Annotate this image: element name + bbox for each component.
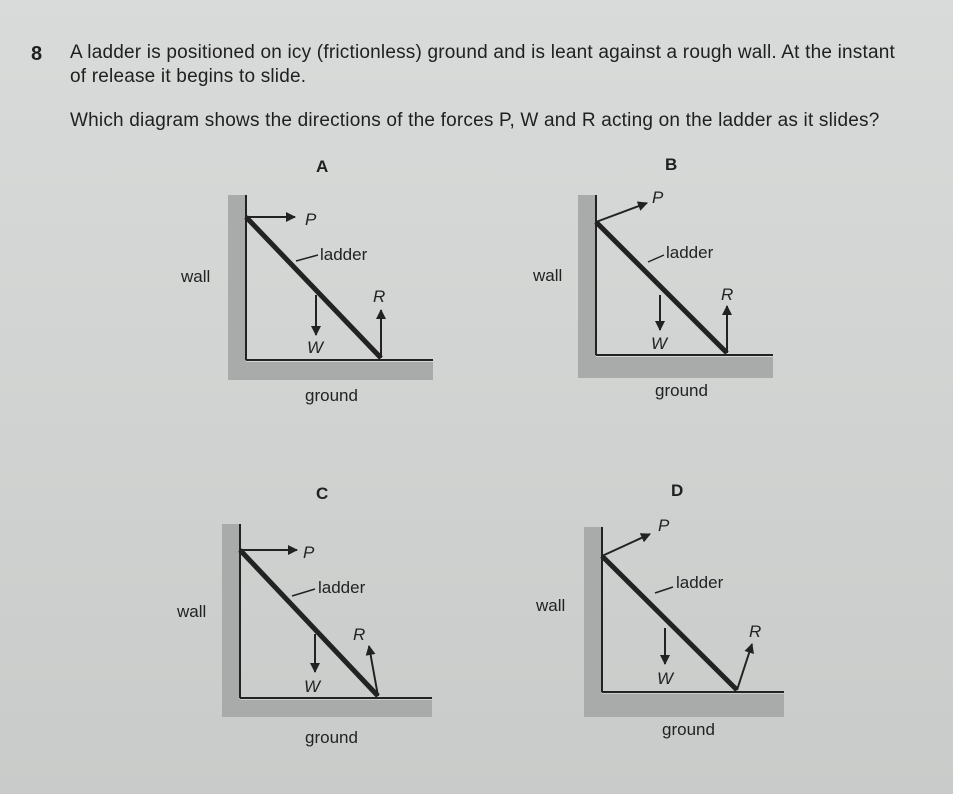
force-p-arrow <box>602 534 650 556</box>
option-letter-d: D <box>671 481 684 500</box>
force-r-arrow <box>737 644 752 690</box>
question-text-line-2: of release it begins to slide. <box>70 66 307 87</box>
wall-label: wall <box>533 266 563 285</box>
wall-label: wall <box>181 267 211 286</box>
force-p-label: P <box>652 188 664 207</box>
ladder-pointer <box>655 587 673 593</box>
ground-shading <box>578 357 773 378</box>
force-w-label: W <box>307 338 324 357</box>
wall-shading <box>584 527 602 717</box>
ground-label: ground <box>662 720 715 739</box>
force-p-label: P <box>658 516 670 535</box>
diagram-c <box>176 524 432 747</box>
option-letter-a: A <box>316 157 329 176</box>
question-text-line-3: Which diagram shows the directions of the forces P, W and R acting on the ladder as it slides? <box>70 110 880 131</box>
ground-shading <box>584 694 784 717</box>
ground-shading <box>222 700 432 717</box>
force-r-label: R <box>353 625 366 644</box>
force-p-arrow <box>596 203 647 222</box>
ground-label: ground <box>305 386 358 405</box>
diagram-a <box>180 195 433 405</box>
ladder-label: ladder <box>318 578 366 597</box>
wall-shading <box>222 524 240 717</box>
force-w-label: W <box>657 669 674 688</box>
ladder-pointer <box>648 255 664 262</box>
question-number: 8 <box>31 43 43 65</box>
force-p-label: P <box>305 210 317 229</box>
force-p-label: P <box>303 543 315 562</box>
wall-shading <box>228 195 246 380</box>
ladder <box>240 550 378 696</box>
question-text-line-1: A ladder is positioned on icy (frictionless) ground and is leant against a rough wall. At the instant <box>70 42 895 63</box>
option-letter-b: B <box>665 155 678 174</box>
ladder-label: ladder <box>666 243 714 262</box>
ladder-pointer <box>292 589 315 596</box>
ladder-pointer <box>296 255 318 261</box>
ground-label: ground <box>655 381 708 400</box>
option-letter-c: C <box>316 484 329 503</box>
force-r-label: R <box>373 287 386 306</box>
wall-shading <box>578 195 596 378</box>
ground-shading <box>228 362 433 380</box>
wall-label: wall <box>177 602 207 621</box>
force-r-label: R <box>721 285 734 304</box>
force-w-label: W <box>651 334 668 353</box>
force-r-label: R <box>749 622 762 641</box>
wall-label: wall <box>536 596 566 615</box>
ladder-label: ladder <box>676 573 724 592</box>
ladder <box>246 217 381 358</box>
ground-label: ground <box>305 728 358 747</box>
force-w-label: W <box>304 677 321 696</box>
ladder-label: ladder <box>320 245 368 264</box>
diagram-b <box>532 188 773 400</box>
diagram-d <box>535 516 784 739</box>
